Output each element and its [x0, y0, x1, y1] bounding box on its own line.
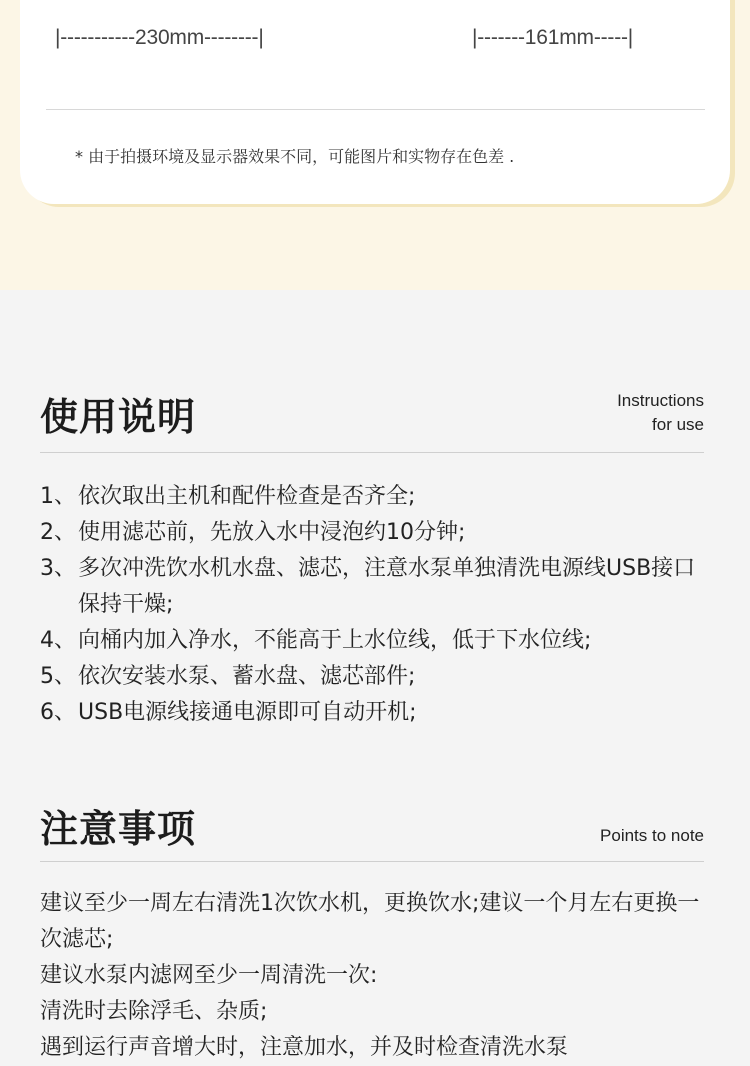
instructions-section	[40, 380, 704, 760]
list-item	[40, 515, 708, 551]
note-line: 遇到运行声音增大时，注意加水，并及时检查清洗水泵	[40, 1035, 569, 1060]
card-divider	[46, 109, 705, 110]
points-divider	[40, 861, 704, 862]
depth-dimension-label: |-------161mm-----|	[472, 26, 634, 49]
list-item-number: 4、	[40, 628, 76, 653]
list-item-text: 依次安装水泵、蓄水盘、滤芯部件;	[78, 664, 416, 689]
list-item-text: 向桶内加入净水，不能高于上水位线，低于下水位线;	[78, 628, 592, 653]
note-line: 清洗时去除浮毛、杂质;	[40, 999, 268, 1024]
list-item	[40, 479, 708, 515]
list-item-text: 使用滤芯前，先放入水中浸泡约10分钟;	[78, 520, 466, 545]
points-title: 注意事项	[40, 807, 197, 851]
instructions-list	[40, 479, 708, 731]
list-item-text: 多次冲洗饮水机水盘、滤芯，注意水泵单独清洗电源线USB接口保持干燥;	[78, 556, 696, 617]
width-dimension-label: |-----------230mm--------|	[55, 26, 264, 49]
instructions-subtitle	[617, 389, 704, 437]
points-subtitle: Points to note	[600, 826, 704, 845]
instructions-subtitle-line1: Instructions	[617, 391, 704, 410]
list-item	[40, 695, 708, 731]
list-item-text: 依次取出主机和配件检查是否齐全;	[78, 484, 416, 509]
note-line: 建议水泵内滤网至少一周清洗一次:	[40, 963, 378, 988]
list-item-number: 1、	[40, 484, 76, 509]
instructions-subtitle-line2: for use	[652, 415, 704, 434]
instructions-title: 使用说明	[40, 395, 197, 439]
note-line: 建议至少一周左右清洗1次饮水机，更换饮水;建议一个月左右更换一次滤芯;	[40, 891, 700, 952]
color-disclaimer: * 由于拍摄环境及显示器效果不同，可能图片和实物存在色差 .	[75, 147, 515, 166]
list-item-number: 5、	[40, 664, 76, 689]
list-item-number: 2、	[40, 520, 76, 545]
points-text	[40, 886, 710, 1066]
list-item-text: USB电源线接通电源即可自动开机;	[78, 700, 417, 725]
list-item	[40, 623, 708, 659]
points-section	[40, 790, 704, 1060]
list-item	[40, 551, 708, 623]
instructions-divider	[40, 452, 704, 453]
product-size-band	[0, 0, 750, 290]
list-item	[40, 659, 708, 695]
list-item-number: 6、	[40, 700, 76, 725]
list-item-number: 3、	[40, 556, 76, 581]
